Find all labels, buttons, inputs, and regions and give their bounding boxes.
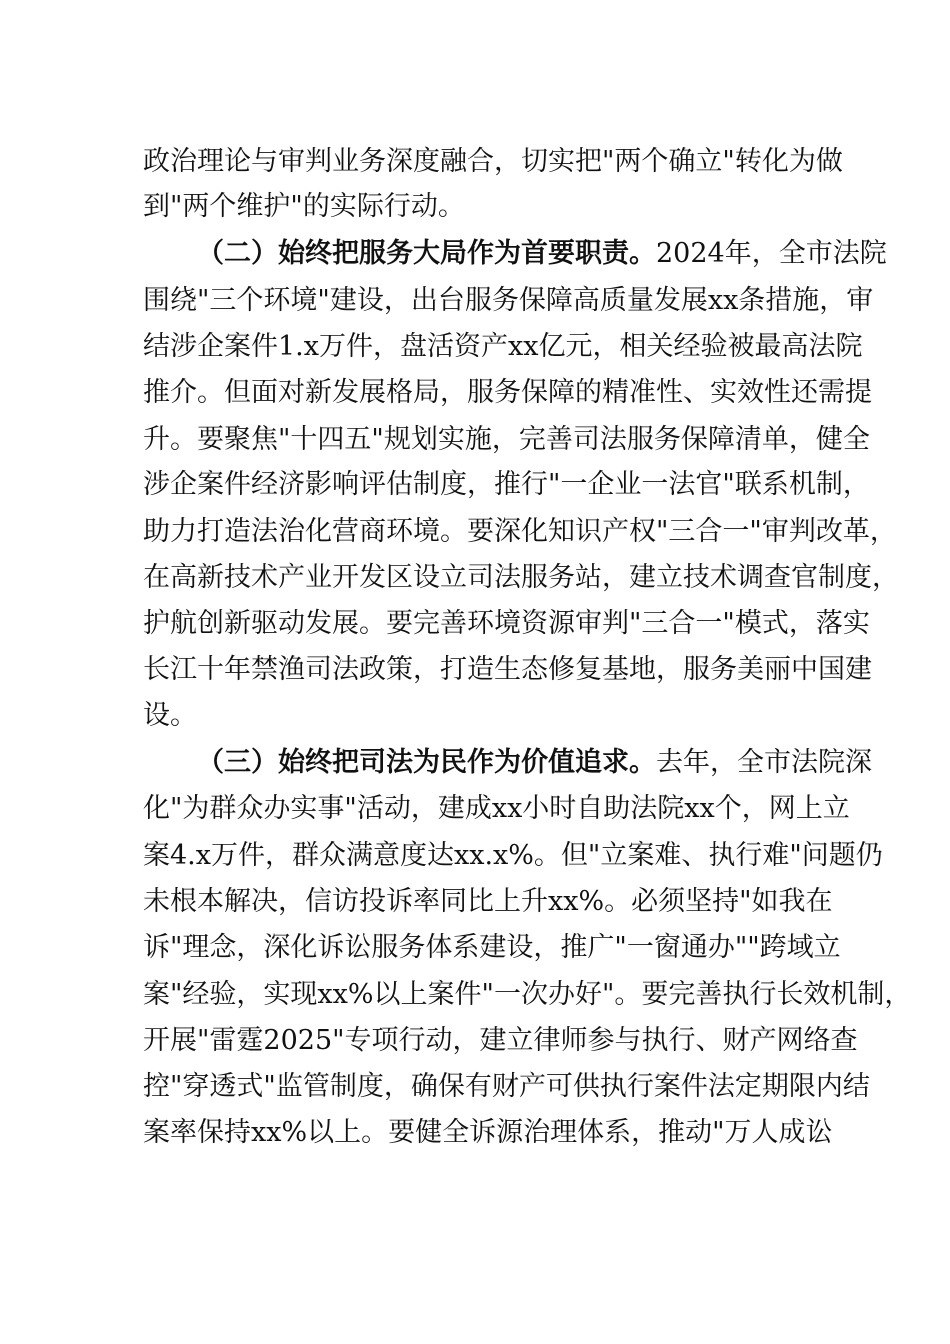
paragraph-2-line-4: 推介。但面对新发展格局，服务保障的精准性、实效性还需提 (143, 377, 872, 408)
paragraph-3-line-7: 开展"雷霆2025"专项行动，建立律师参与执行、财产网络查 (143, 1025, 858, 1056)
paragraph-3-line-8: 控"穿透式"监管制度，确保有财产可供执行案件法定期限内结 (143, 1071, 870, 1102)
paragraph-2-line-1 (197, 234, 887, 274)
paragraph-2-first-line-text: 2024年，全市法院 (656, 238, 887, 269)
paragraph-2-line-10: 长江十年禁渔司法政策，打造生态修复基地，服务美丽中国建 (143, 654, 872, 685)
paragraph-2-line-2: 围绕"三个环境"建设，出台服务保障高质量发展xx条措施，审 (143, 285, 874, 316)
paragraph-2-heading: （二）始终把服务大局作为首要职责。 (197, 238, 656, 269)
paragraph-3-line-5: 诉"理念，深化诉讼服务体系建设，推广"一窗通办""跨域立 (143, 932, 841, 963)
paragraph-2-line-5: 升。要聚焦"十四五"规划实施，完善司法服务保障清单，健全 (143, 424, 870, 455)
paragraph-2-line-9: 护航创新驱动发展。要完善环境资源审判"三合一"模式，落实 (143, 608, 870, 639)
paragraph-2-line-3: 结涉企案件1.x万件，盘活资产xx亿元，相关经验被最高法院 (143, 331, 863, 362)
paragraph-1-line-2: 到"两个维护"的实际行动。 (143, 191, 465, 222)
paragraph-3-line-2: 化"为群众办实事"活动，建成xx小时自助法院xx个，网上立 (143, 793, 850, 824)
paragraph-3-line-3: 案4.x万件，群众满意度达xx.x%。但"立案难、执行难"问题仍 (143, 840, 883, 871)
paragraph-2-line-6: 涉企案件经济影响评估制度，推行"一企业一法官"联系机制， (143, 469, 870, 500)
paragraph-3-first-line-text: 去年，全市法院深 (656, 747, 872, 778)
paragraph-3-heading: （三）始终把司法为民作为价值追求。 (197, 747, 656, 778)
paragraph-3-line-6: 案"经验，实现xx%以上案件"一次办好"。要完善执行长效机制， (143, 979, 912, 1010)
paragraph-2-line-7: 助力打造法治化营商环境。要深化知识产权"三合一"审判改革， (143, 516, 897, 547)
paragraph-1-line-1: 政治理论与审判业务深度融合，切实把"两个确立"转化为做 (143, 146, 843, 177)
paragraph-3-line-1 (197, 743, 872, 783)
paragraph-2-line-11: 设。 (143, 700, 197, 731)
paragraph-2-line-8: 在高新技术产业开发区设立司法服务站，建立技术调查官制度， (143, 562, 899, 593)
paragraph-3-line-9: 案率保持xx%以上。要健全诉源治理体系，推动"万人成讼 (143, 1117, 833, 1148)
paragraph-3-line-4: 未根本解决，信访投诉率同比上升xx%。必须坚持"如我在 (143, 886, 833, 917)
